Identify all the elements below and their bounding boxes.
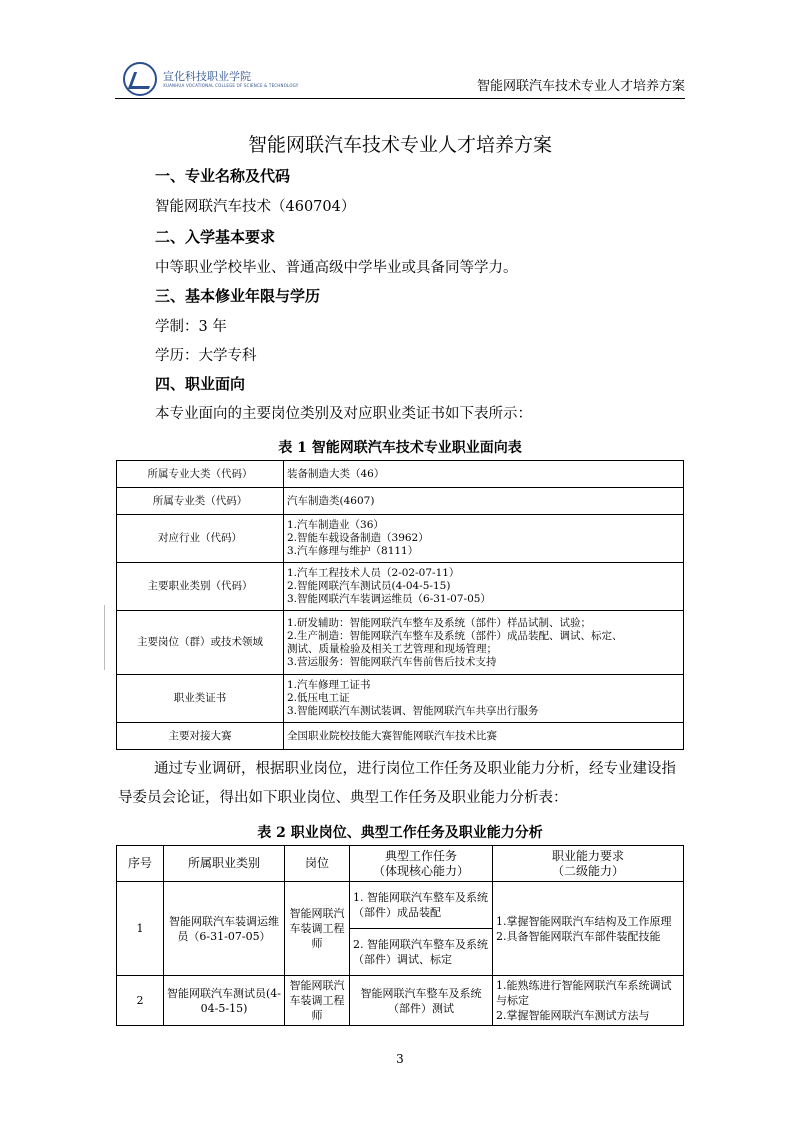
row-label: 所属专业大类（代码） [117,461,284,488]
row-task: 智能网联汽车整车及系统（部件）测试 [350,976,493,1026]
row-value: 2.智能车载设备制造（3962） [287,532,429,544]
row-value: 3.智能网联汽车装调运维员（6-31-07-05） [287,593,491,605]
occupation-table [116,460,684,750]
table-row [117,563,684,611]
header-post: 岗位 [285,846,350,882]
section-2-text: 中等职业学校毕业、普通高级中学毕业或具备同等学力。 [155,260,518,276]
table-2-caption: 表 2 职业岗位、典型工作任务及职业能力分析 [257,825,543,841]
row-value: 测试、质量检验及相关工艺管理和现场管理； [287,642,497,655]
header-category: 所属职业类别 [164,846,285,882]
row-value: 3.汽车修理与维护（8111） [287,545,419,557]
row-post: 智能网联汽车装调工程师 [285,882,350,976]
table-1-caption: 表 1 智能网联汽车技术专业职业面向表 [278,440,522,456]
row-ability: 2.具备智能网联汽车部件装配技能 [496,929,661,943]
section-3-line-2: 学历：大学专科 [155,348,257,364]
section-3-line-1: 学制：3 年 [155,319,227,335]
row-ability: 2.掌握智能网联汽车测试方法与 [496,1009,650,1022]
document-title: 智能网联汽车技术专业人才培养方案 [247,134,552,156]
row-value: 2.智能网联汽车测试员(4-04-5-15) [287,580,451,592]
table-row [117,882,684,929]
header-ability-sub: （二级能力） [551,863,624,878]
row-category: 智能网联汽车测试员(4-04-5-15) [164,976,285,1026]
table-row [117,488,684,515]
table-row [117,515,684,563]
margin-mark [104,605,105,670]
row-value: 装备制造大类（46） [287,467,385,480]
page-header [115,58,685,99]
row-label: 所属专业类（代码） [117,488,284,515]
row-label: 职业类证书 [117,675,284,723]
header-task: 典型工作任务 [384,848,457,863]
row-value: 2.低压电工证 [287,692,350,704]
job-analysis-table [116,845,684,1026]
college-name-en: XUANHUA VOCATIONAL COLLEGE OF SCIENCE & TECHNOLOGY [163,83,299,88]
table-row [117,461,684,488]
table-header-row [117,846,684,882]
header-title: 智能网联汽车技术专业人才培养方案 [476,79,685,94]
row-label: 主要岗位（群）或技术领域 [117,611,284,675]
row-value: 3.智能网联汽车测试装调、智能网联汽车共享出行服务 [287,705,539,717]
row-value: 汽车制造类(4607) [287,494,375,507]
page-number: 3 [396,1052,404,1066]
table-row [117,723,684,750]
row-value: 3.营运服务：智能网联汽车售前售后技术支持 [287,655,497,668]
row-no: 2 [117,976,164,1026]
row-post: 智能网联汽车装调工程师 [285,976,350,1026]
row-task: 2. 智能网联汽车整车及系统（部件）调试、标定 [350,929,493,976]
row-task: 1. 智能网联汽车整车及系统（部件）成品装配 [350,882,493,929]
header-no: 序号 [117,846,164,882]
row-ability: 1.掌握智能网联汽车结构及工作原理 [496,914,672,928]
table-row [117,675,684,723]
table-row [117,611,684,675]
row-value: 全国职业院校技能大赛智能网联汽车技术比赛 [287,729,497,742]
row-value: 1.研发辅助：智能网联汽车整车及系统（部件）样品试制、试验； [287,616,592,629]
row-label: 对应行业（代码） [117,515,284,563]
analysis-paragraph: 通过专业调研，根据职业岗位，进行岗位工作任务及职业能力分析，经专业建设指导委员会论证，得出如下职业岗位、典型工作任务及职业能力分析表： [118,761,676,806]
row-label: 主要对接大赛 [117,723,284,750]
row-value: 2.生产制造：智能网联汽车整车及系统（部件）成品装配、调试、标定、 [287,629,623,642]
header-ability: 职业能力要求 [551,848,624,863]
section-1-heading: 一、专业名称及代码 [155,167,291,185]
section-2-heading: 二、入学基本要求 [155,228,276,246]
row-no: 1 [117,882,164,976]
college-logo-icon [123,62,157,96]
section-1-text: 智能网联汽车技术（460704） [155,199,356,215]
row-label: 主要职业类别（代码） [117,563,284,611]
section-4-heading: 四、职业面向 [155,375,246,393]
table-row [117,976,684,1026]
college-name: 宣化科技职业学院 [163,70,251,83]
row-category: 智能网联汽车装调运维员（6-31-07-05） [164,882,285,976]
section-3-heading: 三、基本修业年限与学历 [155,287,321,305]
row-ability: 1.能熟练进行智能网联汽车系统调试与标定 [496,979,672,1007]
row-value: 1.汽车制造业（36） [287,519,384,531]
row-value: 1.汽车工程技术人员（2-02-07-11） [287,567,460,579]
header-task-sub: （体现核心能力） [372,863,469,878]
section-4-text: 本专业面向的主要岗位类别及对应职业类证书如下表所示： [155,406,532,422]
row-value: 1.汽车修理工证书 [287,679,371,691]
